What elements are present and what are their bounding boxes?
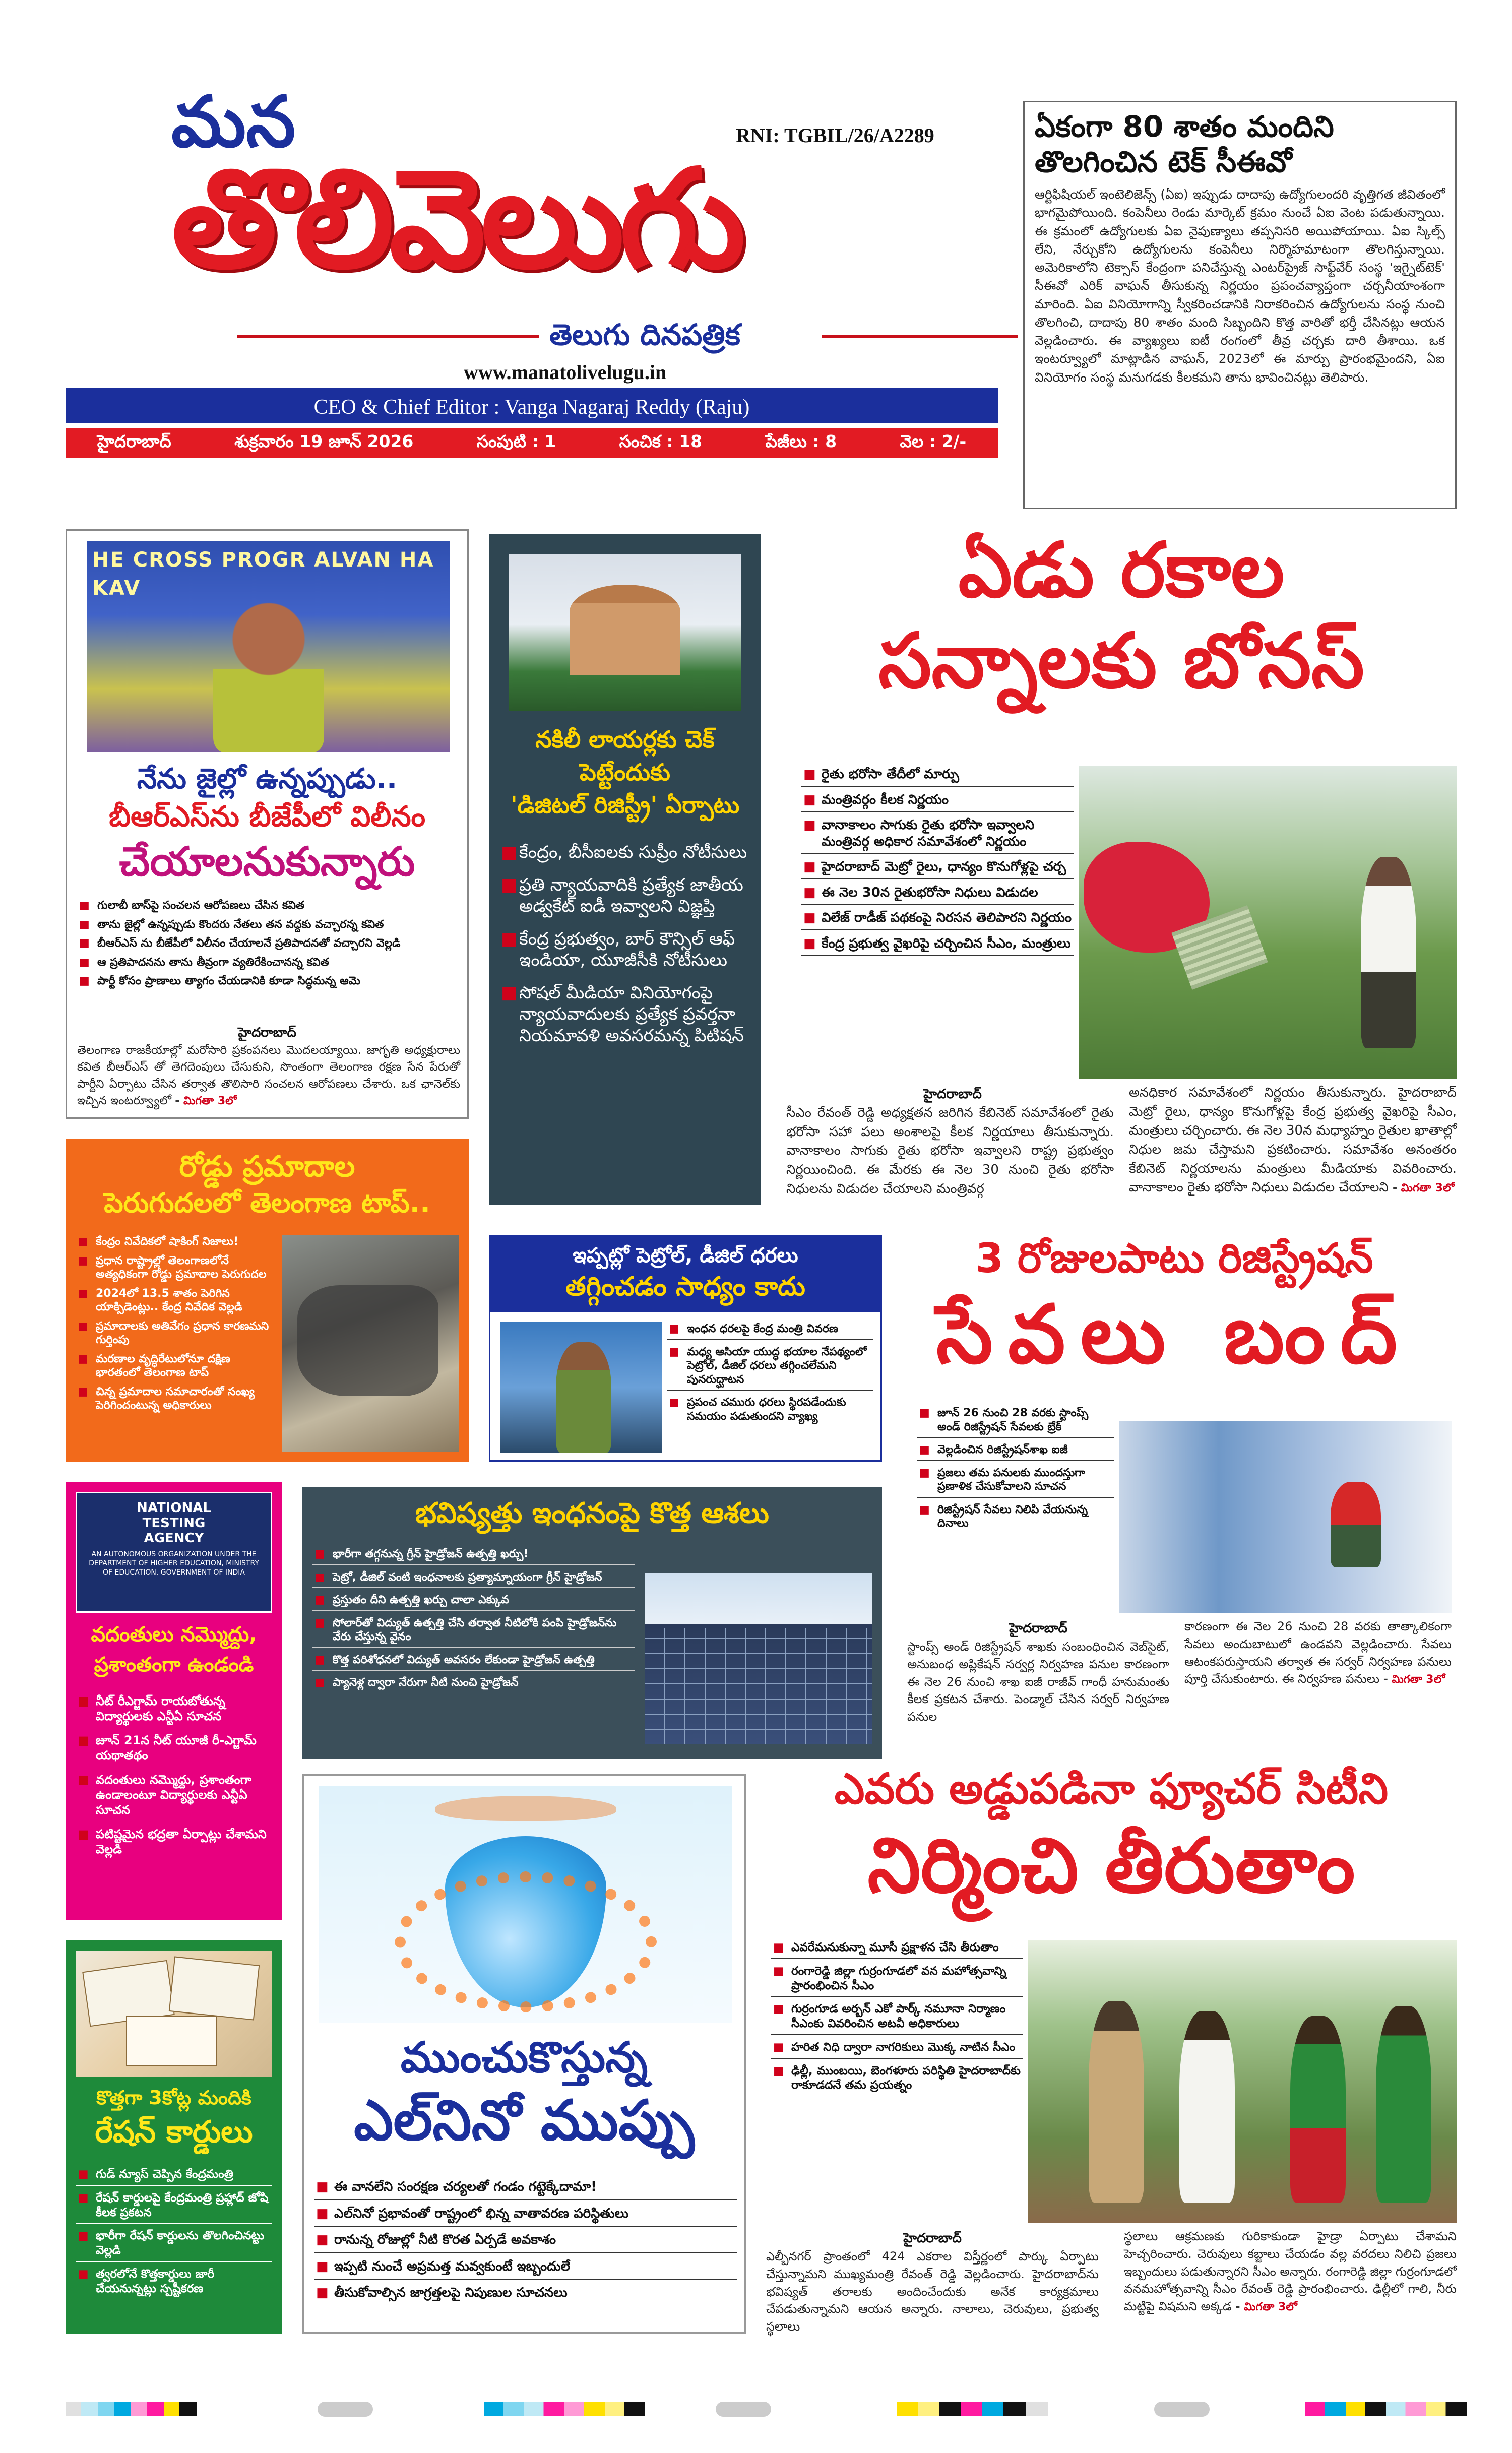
solar-panels-photo — [645, 1573, 872, 1744]
list-item: ■ ఈ నెల 30న రైతుభరోసా నిధులు విడుదల — [801, 885, 1074, 905]
list-item: ■ తాను జైల్లో ఉన్నప్పుడు కొందరు నేతలు తన వద్దకు వచ్చారన్న కవిత — [77, 918, 460, 932]
list-item: ■ రానున్న రోజుల్లో నీటి కొరత ఏర్పడే అవకాశం — [314, 2232, 737, 2253]
list-item: ■ వానాకాలం సాగుకు రైతు భరోసా ఇవ్వాలని మంత్రివర్గ అధికార సమావేశంలో నిర్ణయం — [801, 817, 1074, 854]
bonus-body-left: సీఎం రేవంత్ రెడ్డి అధ్యక్షతన జరిగిన కేబినెట్ సమావేశంలో రైతు భరోసా సహా పలు అంశాలపై కీలక నిర్ణయాలు తీసుకున్నారు. వానాకాలం సాగుకు రైతు భరోసా ఇవ్వాలని రాష్ట్ర ప్రభుత్వం నిర్ణయించింది. ఈ మేరకు ఈ నెల 30 నుంచి రైతు భరోసా నిధులను విడుదల చేయాలని మంత్రివర్గ — [786, 1105, 1114, 1197]
swatch-group — [897, 2402, 1048, 2416]
list-item: ■ మధ్య ఆసియా యుద్ధ భయాల నేపథ్యంలో పెట్రోల్, డీజిల్ ధరలు తగ్గించలేమని పునరుద్ఘాటన — [667, 1345, 873, 1391]
list-item: ■ నీట్ రీఎగ్జామ్ రాయబోతున్న విద్యార్థులకు ఎన్టీఏ సూచన — [76, 1693, 272, 1724]
registration-body-right: కారణంగా ఈ నెల 26 నుంచి 28 వరకు తాత్కాలికంగా సేవలు అందుబాటులో ఉండవని వెల్లడించారు. సేవలు ఆటంకపరుస్తాయని తర్వాత ఈ సర్వర్ నిర్వహణ పనులు పూర్తి చేసుకుంటారు. ఈ నిర్వహణ పనులు - మిగతా 3లో — [1184, 1619, 1452, 1686]
list-item: ■ పటిష్టమైన భద్రతా ఏర్పాట్లు చేశామని వెల్లడి — [76, 1827, 272, 1857]
petrol-headline-2: తగ్గించడం సాధ్యం కాదు — [565, 1272, 805, 1302]
tagline-rule-left — [237, 335, 539, 338]
list-item: ■ చిన్న ప్రమాదాల సమాచారంతో సంఖ్య పెరిగిందంటున్న అధికారులు — [76, 1385, 277, 1413]
corner-body: ఆర్టిఫిషియల్ ఇంటెలిజెన్స్ (ఏఐ) ఇప్పుడు దాదాపు ఉద్యోగులందరి వృత్తిగత జీవితంలో భాగమైపోయింది. కంపెనీలు రెండు మార్కెట్ క్రమం నుంచే ఏఐ వెంట పడుతున్నాయి. ఈ క్రమంలో ఉద్యోగులకు ఏఐ నైపుణ్యాలు తప్పనిసరి అయిపోయాయి. ఏఐ స్కిల్స్ లేని, నేర్చుకోని ఉద్యోగులను కంపెనీలు నిర్మొహమాటంగా తొలగిస్తున్నాయి. అమెరికాలోని టెక్సాస్ కేంద్రంగా పనిచేస్తున్న ఎంటర్‌ప్రైజ్ సాఫ్ట్‌వేర్ సంస్థ 'ఇగ్నైట్‌టెక్' సీఈవో ఎరిక్ వాఘన్ తీసుకున్న నిర్ణయం ప్రపంచవ్యాప్తంగా చర్చనీయాంశంగా మారింది. ఏఐ వినియోగాన్ని స్వీకరించడానికి నిరాకరించిన ఉద్యోగులను సంస్థ నుంచి తొలగించి, దాదాపు 80 శాతం మంది సిబ్బందిని కొత్త వారితో భర్తీ చేసినట్లు ఆయన వెల్లడించారు. ఈ వ్యాఖ్యలు ఐటీ రంగంలో తీవ్ర చర్చకు దారి తీశాయి. ఒక ఇంటర్వ్యూలో మాట్లాడిన వాఘన్, 2023లో ఈ మార్పు ప్రారంభమైందని, ఏఐ వినియోగం సంస్థ మనుగడకు కీలకమని తాను భావించినట్లు తెలిపారు. — [1035, 187, 1445, 385]
info-price: వెల : 2/- — [900, 431, 967, 451]
registration-body-left: స్టాంప్స్ అండ్ రిజిస్ట్రేషన్ శాఖకు సంబంధించిన వెబ్‌సైట్, అనుబంధ అప్లికేషన్ సర్వర్ల నిర్వహణ పనుల కారణంగా ఈ నెల 26 నుంచి శాఖ ఐజీ రాజీవ్ గాంధీ హనుమంతు కీలక ప్రకటన చేశారు. పెండ్మాల్ చేసిన సర్వర్ నిర్వహణ పనుల — [907, 1640, 1169, 1724]
continued-marker[interactable]: - మిగతా 3లో — [175, 1095, 237, 1108]
bonus-headline-2: సన్నాలకు బోనస్ — [878, 617, 1365, 705]
info-pages: పేజీలు : 8 — [765, 431, 837, 451]
roads-headline-2: పెరుగుదలలో తెలంగాణ టాప్.. — [104, 1187, 430, 1219]
tagline-rule-right — [822, 335, 1018, 338]
list-item: ■ ప్రజలు తమ పనులకు ముందస్తుగా ప్రణాళిక చేసుకోవాలని సూచన — [917, 1466, 1114, 1498]
minister-photo — [500, 1322, 662, 1453]
info-volume: సంపుటి : 1 — [476, 431, 556, 451]
court-building — [570, 585, 680, 675]
list-item: ■ ఈ వానలేని సంరక్షణ చర్యలతో గండం గట్టెక్కేదామా! — [314, 2179, 737, 2200]
list-item: ■ జూన్ 26 నుంచి 28 వరకు స్టాంప్స్ అండ్ రిజిస్ట్రేషన్ సేవలకు బ్రేక్ — [917, 1406, 1114, 1438]
nta-story — [66, 1482, 282, 1920]
sc-bullets — [499, 842, 751, 1051]
list-item: ■ వదంతులు నమ్మొద్దు, ప్రశాంతంగా ఉండాలంటూ విద్యార్థులకు ఎన్టీఏ సూచన — [76, 1772, 272, 1817]
kavitha-photo — [87, 541, 450, 752]
corner-headline-1: ఏకంగా 80 శాతం మందిని — [1035, 109, 1334, 144]
info-date: శుక్రవారం 19 జూన్ 2026 — [234, 431, 414, 451]
future-city-bullets — [771, 1940, 1023, 2098]
future-city-body-right: స్థలాలు ఆక్రమణకు గురికాకుండా హైడ్రా ఏర్పాటు చేశామని హెచ్చరించారు. చెరువులు కబ్జాలు చేయడం వల్ల వరదలు నిలిచి ప్రజలు ఇబ్బందులు పడుతున్నారని సీఎం అన్నారు. రంగారెడ్డి జిల్లా గుర్రంగూడలో వనమహోత్సవాన్ని సీఎం రేవంత్ రెడ్డి ప్రారంభించారు. ఢిల్లీలో గాలి, నీరు మట్టిపై విషమని అక్కడ - మిగతా 3లో — [1124, 2229, 1457, 2314]
color-calibration-strip — [66, 2399, 1467, 2419]
kavitha-headline-1: నేను జైల్లో ఉన్నప్పుడు.. — [137, 763, 398, 795]
list-item: ■ హైదరాబాద్ మెట్రో రైలు, ధాన్యం కొనుగోళ్లపై చర్చ — [801, 859, 1074, 879]
list-item: ■ ఢిల్లీ, ముంబయి, బెంగళూరు పరిస్థితి హైదరాబాద్‌కు రాకూడదనే తమ ప్రయత్నం — [771, 2064, 1023, 2093]
list-item: ■ వెల్లడించిన రిజిస్ట్రేషన్‌శాఖ ఐజీ — [917, 1443, 1114, 1461]
nta-logo-box — [76, 1492, 272, 1613]
roads-story — [66, 1139, 469, 1462]
kavitha-headline-2: బీఆర్ఎస్‌ను బీజేపీలో విలీనం — [108, 800, 425, 833]
supreme-court-story — [489, 534, 761, 1205]
elnino-headline-2: ఎల్‌నినో ముప్పు — [354, 2088, 695, 2153]
car-wreck-photo — [282, 1235, 459, 1452]
list-item: ■ కేంద్రం నివేదికలో షాకింగ్ నిజాలు! — [76, 1235, 277, 1249]
list-item: ■ కేంద్ర ప్రభుత్వం, బార్ కౌన్సిల్ ఆఫ్ ఇండియా, యూజీసీకి నోటీసులు — [499, 928, 751, 971]
tree-planting-photo — [1028, 1940, 1457, 2223]
list-item: ■ కేంద్రం, బీసీఐలకు సుప్రీం నోటీసులు — [499, 842, 751, 863]
registration-dateline: హైదరాబాద్ — [1009, 1621, 1067, 1636]
person-figure — [1376, 2006, 1431, 2203]
list-item: ■ బీఆర్ఎస్ ను బీజేపీలో విలీనం చేయాలనే ప్రతిపాదనతో వచ్చారని వెల్లడి — [77, 936, 460, 951]
list-item: ■ ఎవరేమనుకున్నా మూసీ ప్రక్షాళన చేసి తీరుతాం — [771, 1940, 1023, 1959]
list-item: ■ భారీగా తగ్గనున్న గ్రీన్ హైడ్రోజన్ ఉత్పత్తి ఖర్చు! — [312, 1547, 635, 1565]
ration-cards-photo — [76, 1951, 272, 2077]
photo-banner-text: HE CROSS PROGR ALVAN HA KAV — [92, 548, 434, 600]
petrol-headline-1: ఇప్పట్లో పెట్రోల్, డీజిల్ ధరలు — [573, 1244, 798, 1267]
kavitha-dateline: హైదరాబాద్ — [238, 1025, 296, 1040]
people-ring — [395, 1871, 657, 2012]
corner-headline-2: తొలగించిన టెక్ సీఈవో — [1035, 144, 1292, 179]
ration-headline-1: కొత్తగా 3కోట్ల మందికి — [96, 2087, 251, 2109]
nta-headline-1: వదంతులు నమ్మొద్దు, — [91, 1623, 257, 1646]
files-stamp-photo — [1119, 1421, 1452, 1613]
editor-name: CEO & Chief Editor : Vanga Nagaraj Reddy (Raju) — [313, 396, 750, 419]
registration-bullets — [917, 1406, 1114, 1536]
card-3 — [126, 2016, 217, 2066]
list-item: ■ ఆ ప్రతిపాదనను తాను తీవ్రంగా వ్యతిరేకించానన్న కవిత — [77, 956, 460, 970]
list-item: ■ గుర్రంగూడ అర్బన్ ఎకో పార్క్ నమూనా నిర్మాణం సీఎంకు వివరించిన అటవీ అధికారులు — [771, 2002, 1023, 2035]
nta-logo-line-2: TESTING — [142, 1516, 206, 1531]
swatch-group — [1305, 2402, 1467, 2416]
masthead-logo: తొలివెలుగు — [171, 140, 741, 298]
water-drop-photo — [319, 1786, 732, 2023]
editor-bar — [66, 388, 998, 423]
rni-number: RNI: TGBIL/26/A2289 — [736, 124, 934, 147]
registration-pill — [1154, 2402, 1210, 2417]
elnino-headline-1: ముంచుకొస్తున్న — [400, 2033, 648, 2082]
info-issue: సంచిక : 18 — [619, 431, 703, 451]
list-item: ■ ఇప్పటి నుంచే అప్రమత్త మవ్వకుంటే ఇబ్బందులే — [314, 2258, 737, 2280]
swatch-group — [66, 2402, 197, 2416]
continued-marker[interactable]: - మిగతా 3లో — [1383, 1673, 1445, 1686]
roads-bullets — [76, 1235, 277, 1418]
ration-bullets — [76, 2167, 272, 2301]
list-item: ■ భారీగా రేషన్ కార్డులను తొలగించినట్టు వెల్లడి — [76, 2229, 272, 2262]
registration-headline-2: సేవలు బంద్ — [936, 1287, 1413, 1381]
supreme-court-photo — [509, 554, 741, 711]
kavitha-headline-3: చేయాలనుకున్నారు — [119, 838, 415, 885]
future-fuel-story — [302, 1487, 882, 1759]
list-item: ■ త్వరలోనే కొత్తకార్డులు జారీ చేయనున్నట్లు స్పష్టీకరణ — [76, 2267, 272, 2296]
minister-figure — [556, 1342, 611, 1453]
nta-bullets — [76, 1693, 272, 1862]
fuel-headline: భవిష్యత్తు ఇంధనంపై కొత్త ఆశలు — [415, 1497, 769, 1530]
paddy-field-photo — [1079, 766, 1457, 1079]
list-item: ■ జూన్ 21న నీట్ యూజీ రీ-ఎగ్జామ్ యథాతథం — [76, 1733, 272, 1763]
roads-headline-1: రోడ్డు ప్రమాదాల — [179, 1149, 355, 1183]
ration-story — [66, 1940, 282, 2334]
list-item: ■ కొత్త పరిశోధనలో విద్యుత్ అవసరం లేకుండా హైడ్రోజన్ ఉత్పత్తి — [312, 1653, 635, 1671]
future-city-headline-1: ఎవరు అడ్డుపడినా ఫ్యూచర్ సిటీని — [834, 1764, 1389, 1813]
bonus-bullets — [801, 766, 1074, 961]
sc-headline-2: పెట్టేందుకు — [580, 759, 670, 786]
sc-headline-1: నకిలీ లాయర్లకు చెక్ — [535, 726, 715, 753]
card-2 — [169, 1956, 260, 2020]
officer-figure — [1089, 2001, 1144, 2203]
continued-marker[interactable]: - మిగతా 3లో — [1235, 2301, 1297, 2314]
list-item: ■ మంత్రివర్గం కీలక నిర్ణయం — [801, 792, 1074, 812]
list-item: ■ హరిత నిధి ద్వారా నాగరికులు మొక్క నాటిన సీఎం — [771, 2040, 1023, 2059]
nta-headline-2: ప్రశాంతంగా ఉండండి — [94, 1653, 254, 1676]
list-item: ■ ప్రతి న్యాయవాదికి ప్రత్యేక జాతీయ అడ్వకేట్ ఐడీ ఇవ్వాలని విజ్ఞప్తి — [499, 874, 751, 917]
list-item: ■ రంగారెడ్డి జిల్లా గుర్రంగూడలో వన మహోత్సవాన్ని ప్రారంభించిన సీఎం — [771, 1964, 1023, 1997]
list-item: ■ పెట్రో, డీజిల్ వంటి ఇంధనాలకు ప్రత్యామ్నాయంగా గ్రీన్ హైడ్రోజన్ — [312, 1570, 635, 1589]
registration-pill — [716, 2402, 771, 2417]
list-item: ■ గుడ్ న్యూస్ చెప్పిన కేంద్రమంత్రి — [76, 2167, 272, 2186]
list-item: ■ రైతు భరోసా తేదీలో మార్పు — [801, 766, 1074, 787]
nta-logo-line-1: NATIONAL — [137, 1500, 211, 1516]
stamp-icon — [1331, 1482, 1381, 1567]
kavitha-story — [66, 529, 469, 1119]
list-item: ■ ప్రధాన రాష్ట్రాల్లో తెలంగాణలోనే అత్యధికంగా రోడ్డు ప్రమాదాల పెరుగుదల — [76, 1254, 277, 1282]
cm-figure — [1179, 2011, 1235, 2203]
info-bar — [66, 428, 998, 458]
hand-shape — [435, 1796, 616, 1821]
elnino-story — [302, 1774, 746, 2334]
bonus-dateline: హైదరాబాద్ — [923, 1087, 982, 1102]
elnino-bullets — [314, 2179, 737, 2306]
petrol-story — [489, 1235, 882, 1462]
future-city-headline-2: నిర్మించి తీరుతాం — [867, 1822, 1355, 1910]
list-item: ■ ప్యానెళ్ల ద్వారా నేరుగా నీటి నుంచి హైడ్రోజన్ — [312, 1676, 635, 1690]
masthead-logo-small: మన — [171, 81, 296, 163]
person-figure — [213, 601, 324, 752]
kavitha-body: తెలంగాణ రాజకీయాల్లో మరోసారి ప్రకంపనలు మొదలయ్యాయి. జాగృతి అధ్యక్షురాలు కవిత బీఆర్ఎస్ తో తెగదెంపులు చేసుకుని, సొంతంగా తెలంగాణ రక్షణ సేన పేరుతో పార్టీని ఏర్పాటు చేసిన తర్వాత తొలిసారి సంచలన ఆరోపణలు చేశారు. ఒక ఛానెల్‌కు ఇచ్చిన ఇంటర్వ్యూలో - మిగతా 3లో — [77, 1044, 460, 1108]
solar-grid — [645, 1628, 872, 1744]
ration-headline-2: రేషన్ కార్డులు — [95, 2114, 253, 2150]
list-item: ■ గులాబీ బాస్‌పై సంచలన ఆరోపణలు చేసిన కవిత — [77, 899, 460, 913]
petrol-headline-bar — [490, 1236, 880, 1312]
list-item: ■ ప్రమాదాలకు అతివేగం ప్రధాన కారణమని గుర్తింపు — [76, 1319, 277, 1347]
farmer-figure — [1361, 857, 1416, 1048]
list-item: ■ ప్రస్తుతం దీని ఉత్పత్తి ఖర్చు చాలా ఎక్కువ — [312, 1593, 635, 1611]
list-item: ■ పార్టీ కోసం ప్రాణాలు త్యాగం చేయడానికి కూడా సిద్ధమన్న ఆమె — [77, 974, 460, 988]
list-item: ■ ఇంధన ధరలపై కేంద్ర మంత్రి వివరణ — [667, 1322, 873, 1340]
kavitha-bullets — [77, 899, 460, 993]
list-item: ■ ప్రపంచ చమురు ధరలు స్థిరపడేందుకు సమయం పడుతుందని వ్యాఖ్య — [667, 1396, 873, 1423]
list-item: ■ సోలార్‌తో విద్యుత్ ఉత్పత్తి చేసి తర్వాత నీటిలోకి పంపి హైడ్రోజన్‌ను వేరు చేస్తున్న వైనం — [312, 1616, 635, 1648]
list-item: ■ ఎల్‌నినో ప్రభావంతో రాష్ట్రంలో భిన్న వాతావరణ పరిస్థితులు — [314, 2206, 737, 2227]
nta-logo-small: AN AUTONOMOUS ORGANIZATION UNDER THE DEPARTMENT OF HIGHER EDUCATION, MINISTRY OF EDUCATION, GOVERNMENT OF INDIA — [89, 1550, 259, 1577]
wreck-shape — [297, 1285, 438, 1396]
masthead-tagline: తెలుగు దినపత్రిక — [549, 318, 740, 352]
list-item: ■ 2024లో 13.5 శాతం పెరిగిన యాక్సిడెంట్లు.. కేంద్ర నివేదిక వెల్లడి — [76, 1287, 277, 1314]
corner-story — [1023, 101, 1457, 509]
sc-headline-3: 'డిజిటల్ రిజిస్ట్రీ' ఏర్పాటు — [510, 791, 740, 819]
list-item: ■ మరణాల వృద్ధిరేటులోనూ దక్షిణ భారతంలో తెలంగాణ టాప్ — [76, 1352, 277, 1380]
registration-pill — [318, 2402, 373, 2417]
person-figure — [1290, 2016, 1346, 2203]
future-city-body-left: ఎల్బీనగర్ ప్రాంతంలో 424 ఎకరాల విస్తీర్ణంలో పార్కు ఏర్పాటు చేస్తున్నామని ముఖ్యమంత్రి రేవంత్ రెడ్డి వెల్లడించారు. హైదరాబాద్‌ను భవిష్యత్ తరాలకు అందించేందుకు అనేక కార్యక్రమాలు చేపడుతున్నామని ఆయన అన్నారు. నాలాలు, చెరువులు, ప్రభుత్వ స్థలాలు — [766, 2249, 1099, 2334]
list-item: ■ విలేజ్ రాడీజ్ పథకంపై నిరసన తెలిపారని నిర్ణయం — [801, 910, 1074, 930]
list-item: ■ రిజిస్ట్రేషన్ సేవలు నిలిపి వేయనున్న దినాలు — [917, 1503, 1114, 1531]
bonus-headline-1: ఏడు రకాల — [958, 527, 1285, 614]
list-item: ■ కేంద్ర ప్రభుత్వ వైఖరిపై చర్చించిన సీఎం, మంత్రులు — [801, 935, 1074, 956]
list-item: ■ రేషన్ కార్డులపై కేంద్రమంత్రి ప్రహ్లాద్ జోషి కీలక ప్రకటన — [76, 2191, 272, 2224]
registration-headline-1: 3 రోజులపాటు రిజిస్ట్రేషన్ — [975, 1235, 1373, 1282]
info-city: హైదరాబాద్ — [97, 431, 171, 451]
swatch-group — [484, 2402, 645, 2416]
list-item: ■ తీసుకోవాల్సిన జాగ్రత్తలపై నిపుణుల సూచనలు — [314, 2285, 737, 2301]
bonus-body-right: అనధికార సమావేశంలో నిర్ణయం తీసుకున్నారు. హైదరాబాద్ మెట్రో రైలు, ధాన్యం కొనుగోళ్లపై కేంద్ర ప్రభుత్వ వైఖరిపై సీఎం, మంత్రులు చర్చించారు. ఈ నెల 30న మధ్యాహ్నం రైతుల ఖాతాల్లో నిధుల జమ చేస్తామని ప్రకటించారు. సమావేశం అనంతరం కేబినెట్ నిర్ణయాలను మంత్రులు మీడియాకు వివరించారు. వానాకాలం రైతు భరోసా నిధులు విడుదల చేయాలని - మిగతా 3లో — [1129, 1085, 1457, 1196]
fuel-bullets — [312, 1547, 635, 1695]
list-item: ■ సోషల్ మీడియా వినియోగంపై న్యాయవాదులకు ప్రత్యేక ప్రవర్తనా నియమావళి అవసరమన్న పిటిషన్ — [499, 982, 751, 1047]
nta-logo-line-3: AGENCY — [144, 1531, 204, 1546]
website-link[interactable]: www.manatolivelugu.in — [464, 361, 667, 384]
future-city-dateline: హైదరాబాద్ — [903, 2231, 962, 2246]
petrol-bullets — [667, 1322, 873, 1428]
continued-marker[interactable]: - మిగతా 3లో — [1392, 1182, 1455, 1195]
